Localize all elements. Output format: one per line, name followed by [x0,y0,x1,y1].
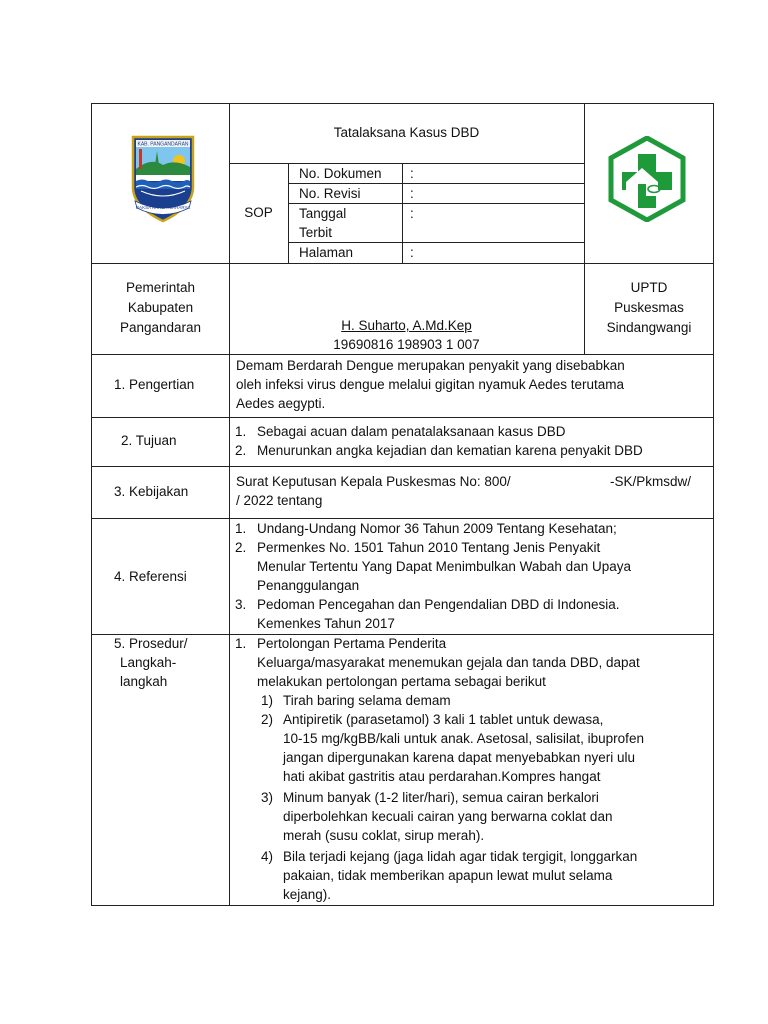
step-number: 3) [261,790,274,805]
divider [92,263,714,264]
section-label-prosedur: Langkah- [120,655,177,670]
list-number: 1. [235,636,247,651]
divider [229,163,584,164]
referensi-item [235,519,617,538]
step-text: merah (susu coklat, sirup merah). [283,828,485,843]
regency-emblem-logo [127,135,199,223]
field-value-no-dokumen: : [410,166,414,181]
field-label-terbit: Terbit [299,225,333,240]
tujuan-item [235,441,643,460]
step-text: kejang). [283,887,332,902]
sop-document [91,103,714,906]
pengertian-line: Demam Berdarah Dengue merupakan penyakit yang disebabkan [236,358,625,373]
step-text: Tirah baring selama demam [283,693,451,708]
right-org-line: Sindangwangi [606,320,692,335]
list-text: Menular Tertentu Yang Dapat Menimbulkan Wabah dan Upaya [257,559,631,574]
list-number: 2. [235,443,247,458]
list-number: 3. [235,597,247,612]
signer-nip: 19690816 198903 1 007 [333,337,480,352]
list-text: Pedoman Pencegahan dan Pengendalian DBD di Indonesia. [257,597,620,612]
step-number: 2) [261,712,274,727]
kebijakan-text: Surat Keputusan Kepala Puskesmas No: 800/ [236,474,511,489]
step-number: 4) [261,849,274,864]
section-label-prosedur: langkah [120,674,168,689]
list-text: Permenkes No. 1501 Tahun 2010 Tentang Jenis Penyakit [257,540,601,555]
prosedur-step [261,710,603,729]
left-org-line: Kabupaten [127,300,194,315]
field-label-tanggal: Tanggal [299,206,347,221]
step-text: Antipiretik (parasetamol) 3 kali 1 tablet untuk dewasa, [283,712,604,727]
list-number: 2. [235,540,247,555]
emblem-motto-text: RAKSA KARSA MAHARYA [135,205,191,210]
emblem-top-text: KAB. PANGANDARAN [137,141,189,148]
list-text: Penanggulangan [257,578,360,593]
step-text: hati akibat gastritis atau perdarahan.Kompres hangat [283,769,601,784]
section-label-prosedur: 5. Prosedur/ [114,636,188,651]
document-title: Tatalaksana Kasus DBD [333,125,480,140]
right-org-line: Puskesmas [614,300,684,315]
prosedur-step [261,847,637,866]
kebijakan-text: / 2022 tentang [236,493,323,508]
list-text: Menurunkan angka kejadian dan kematian karena penyakit DBD [257,443,643,458]
list-text: Kemenkes Tahun 2017 [257,616,395,631]
step-text: 10-15 mg/kgBB/kali untuk anak. Asetosal, salisilat, ibuprofen [283,731,644,746]
list-text: Sebagai acuan dalam penatalaksanaan kasus DBD [257,424,566,439]
field-value-no-revisi: : [410,186,414,201]
divider [229,104,230,906]
divider [402,163,403,263]
referensi-item [235,595,620,614]
step-text: diperbolehkan kecuali cairan yang berwarna coklat dan [283,809,613,824]
referensi-item [235,538,600,557]
divider [288,163,289,263]
prosedur-step [261,788,599,807]
field-label-no-dokumen: No. Dokumen [299,166,382,181]
list-number: 1. [235,424,247,439]
sop-label: SOP [244,205,273,220]
right-org-line: UPTD [630,280,668,295]
field-value-tanggal-terbit: : [410,206,414,221]
field-label-no-revisi: No. Revisi [299,186,361,201]
tujuan-item [235,422,565,441]
divider [92,466,714,467]
prosedur-intro: melakukan pertolongan pertama sebagai berikut [257,674,546,689]
step-text: Bila terjadi kejang (jaga lidah agar tidak tergigit, longgarkan [283,849,638,864]
step-text: Minum banyak (1-2 liter/hari), semua cairan berkalori [283,790,599,805]
field-label-halaman: Halaman [299,245,354,260]
list-text: Undang-Undang Nomor 36 Tahun 2009 Tentang Kesehatan; [257,521,617,536]
field-value-halaman: : [410,245,414,260]
step-text: jangan dipergunakan karena dapat menyebabkan nyeri ulu [283,750,636,765]
signer-name: H. Suharto, A.Md.Kep [341,318,472,333]
pengertian-line: oleh infeksi virus dengue melalui gigitan nyamuk Aedes terutama [236,377,624,392]
section-label-kebijakan: 3. Kebijakan [114,484,189,499]
divider [92,354,714,355]
step-text: pakaian, tidak memberikan apapun lewat mulut selama [283,868,613,883]
left-org-line: Pemerintah [125,280,196,295]
prosedur-item [235,634,446,653]
section-label-pengertian: 1. Pengertian [114,377,195,392]
left-org-line: Pangandaran [119,320,202,335]
list-number: 1. [235,521,247,536]
section-label-tujuan: 2. Tujuan [121,433,177,448]
pengertian-line: Aedes aegypti. [236,396,326,411]
prosedur-step [261,691,451,710]
divider [92,417,714,418]
section-label-referensi: 4. Referensi [114,569,187,584]
kebijakan-text: -SK/Pkmsdw/ [610,474,692,489]
prosedur-intro: Keluarga/masyarakat menemukan gejala dan tanda DBD, dapat [257,655,640,670]
list-text: Pertolongan Pertama Penderita [257,636,447,651]
step-number: 1) [261,693,274,708]
puskesmas-logo [608,136,686,222]
